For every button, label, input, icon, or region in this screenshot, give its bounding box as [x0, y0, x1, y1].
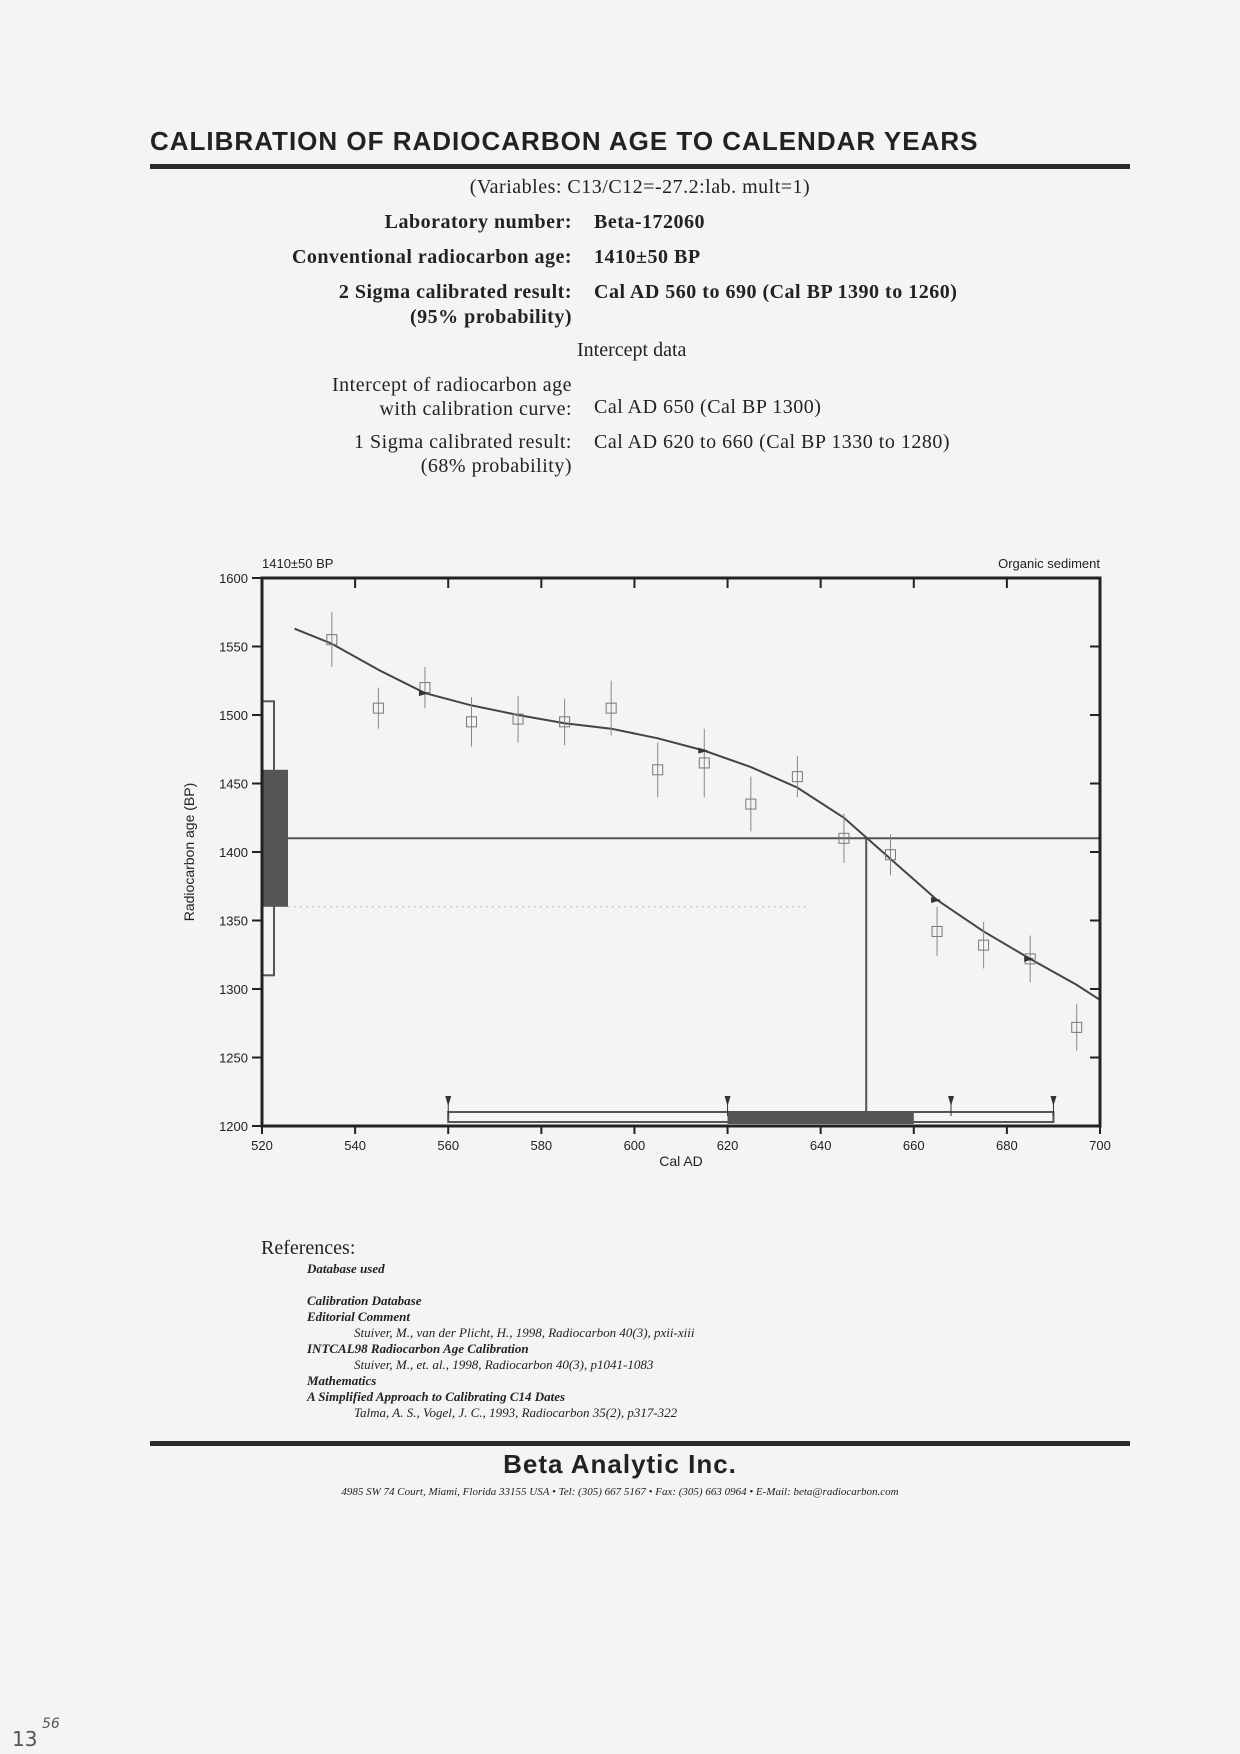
y-tick-label: 1500 — [219, 708, 248, 723]
calibration-curve — [295, 629, 1100, 1000]
reference-line — [307, 1277, 1127, 1293]
reference-line: Database used — [307, 1261, 385, 1276]
y-tick-label: 1250 — [219, 1050, 248, 1066]
plot-frame — [262, 578, 1100, 1126]
references-heading: References: — [261, 1237, 356, 1259]
x-axis-label: Cal AD — [659, 1153, 703, 1169]
x-tick-label: 700 — [1089, 1138, 1111, 1153]
company-address: 4985 SW 74 Court, Miami, Florida 33155 USA • Tel: (305) 667 5167 • Fax: (305) 663 0964 • E-Mail: beta@radiocarbon.com — [341, 1486, 899, 1498]
curve-marker — [698, 748, 708, 754]
x-tick-label: 620 — [716, 1138, 739, 1153]
intercept-heading: Intercept data — [577, 339, 687, 361]
x-tick-label: 580 — [530, 1138, 553, 1153]
chart-plot-area — [219, 571, 1111, 1153]
y-axis-label: Radiocarbon age (BP) — [181, 782, 197, 922]
sigma1-probability: (68% probability) — [420, 455, 572, 477]
calibration-chart — [0, 540, 1240, 1180]
cal-sigma1-bar — [728, 1112, 914, 1124]
intercept-label-1: Intercept of radiocarbon age — [332, 374, 572, 396]
intercept-label-2: with calibration curve: — [379, 398, 572, 420]
y-tick-label: 1300 — [219, 982, 248, 997]
reference-line: Stuiver, M., et. al., 1998, Radiocarbon 40(3), p1041-1083 — [354, 1357, 654, 1372]
handwritten-note: 56 — [42, 1716, 60, 1732]
chart-subtitle: Organic sediment — [998, 556, 1100, 571]
chart-title: 1410±50 BP — [262, 556, 334, 571]
reference-line: Calibration Database — [307, 1293, 422, 1308]
y-tick-label: 1550 — [219, 639, 248, 655]
company-name: Beta Analytic Inc. — [503, 1449, 737, 1479]
footer-rule — [150, 1441, 1130, 1446]
references-list — [307, 1261, 1127, 1421]
x-tick-label: 640 — [809, 1138, 832, 1153]
sigma2-label: 2 Sigma calibrated result: — [338, 281, 572, 303]
reference-line: Stuiver, M., van der Plicht, H., 1998, Radiocarbon 40(3), pxii-xiii — [354, 1325, 695, 1340]
y-tick-label: 1350 — [219, 913, 248, 929]
reference-line: Editorial Comment — [307, 1309, 410, 1324]
page-title: CALIBRATION OF RADIOCARBON AGE TO CALENDAR YEARS — [150, 126, 979, 156]
sigma2-probability: (95% probability) — [409, 306, 572, 328]
x-tick-label: 540 — [344, 1138, 366, 1153]
sigma2-value: Cal AD 560 to 690 (Cal BP 1390 to 1260) — [594, 281, 958, 303]
lab-number-label: Laboratory number: — [384, 211, 572, 233]
y-tick-label: 1450 — [219, 776, 248, 792]
y-tick-label: 1200 — [219, 1119, 248, 1134]
x-tick-label: 660 — [902, 1138, 925, 1153]
conventional-age-label: Conventional radiocarbon age: — [291, 246, 572, 268]
x-tick-label: 560 — [437, 1138, 460, 1153]
intercept-value: Cal AD 650 (Cal BP 1300) — [594, 396, 822, 418]
sigma1-label: 1 Sigma calibrated result: — [354, 431, 572, 453]
title-rule — [150, 164, 1130, 169]
x-tick-label: 680 — [996, 1138, 1018, 1153]
reference-line: INTCAL98 Radiocarbon Age Calibration — [307, 1341, 529, 1356]
x-tick-label: 600 — [623, 1138, 646, 1153]
x-tick-label: 520 — [251, 1138, 273, 1153]
reference-line: Talma, A. S., Vogel, J. C., 1993, Radiocarbon 35(2), p317-322 — [354, 1405, 678, 1420]
y-tick-label: 1600 — [219, 571, 248, 586]
conventional-age-value: 1410±50 BP — [594, 246, 701, 268]
variables-line: (Variables: C13/C12=-27.2:lab. mult=1) — [469, 176, 811, 198]
lab-number-value: Beta-172060 — [594, 211, 706, 233]
page-number: 13 — [12, 1727, 38, 1751]
sigma1-value: Cal AD 620 to 660 (Cal BP 1330 to 1280) — [594, 431, 950, 453]
curve-marker — [419, 690, 429, 696]
y-tick-label: 1400 — [219, 845, 248, 860]
reference-line: A Simplified Approach to Calibrating C14 Dates — [307, 1389, 566, 1404]
reference-line: Mathematics — [307, 1373, 377, 1388]
